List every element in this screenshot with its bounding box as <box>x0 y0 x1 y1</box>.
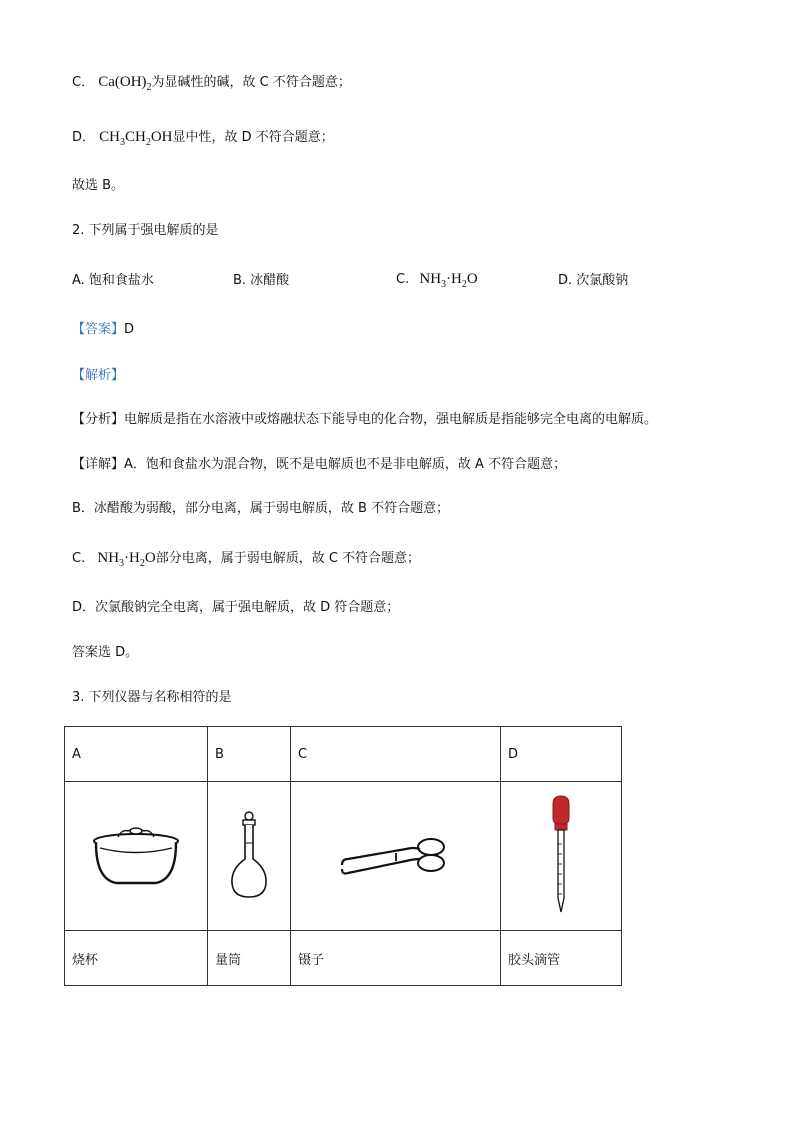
flask-cell <box>208 782 291 931</box>
q2-option-b: B. 冰醋酸 <box>233 273 290 288</box>
fenxi-label: 【分析】 <box>72 412 125 427</box>
xiangjie-label: 【详解】 <box>72 457 125 472</box>
calcium-hydroxide-formula: $Ca(OH)_2$ <box>98 74 152 93</box>
crucible-cell <box>65 782 208 931</box>
fenxi-text: 电解质是指在水溶液中或熔融状态下能导电的化合物，强电解质是指能够完全电离的电解质。 <box>124 412 658 427</box>
instrument-table <box>64 726 622 986</box>
q2-explanation-d: D．次氯酸钠完全电离，属于强电解质，故 D 符合题意； <box>72 600 400 615</box>
q2-explanation-c: C. $NH_3\cdot H_2O$部分电离，属于弱电解质，故 C 不符合题意； <box>72 550 421 569</box>
header-c: C <box>291 727 501 782</box>
name-b: 量筒 <box>208 931 291 986</box>
answer-value: D <box>124 322 135 337</box>
crucible-icon <box>86 821 186 891</box>
name-a: 烧杯 <box>65 931 208 986</box>
answer-label: 【答案】 <box>72 322 125 337</box>
q1-option-c-explanation: C． $Ca(OH)_2$为显碱性的碱，故 C 不符合题意； <box>72 74 351 93</box>
header-d: D <box>501 727 622 782</box>
q2-fenxi <box>72 410 657 430</box>
q2-option-c: C. $NH_3\cdot H_2O$ <box>396 271 478 290</box>
name-c: 镊子 <box>291 931 501 986</box>
q2-analysis-label: 【解析】 <box>72 368 125 383</box>
dropper-icon <box>541 794 581 919</box>
header-b: B <box>208 727 291 782</box>
name-d: 胶头滴管 <box>501 931 622 986</box>
crucible-tongs-icon <box>336 831 456 881</box>
header-a: A <box>65 727 208 782</box>
q1-conclusion: 故选 B。 <box>72 178 125 193</box>
volumetric-flask-icon <box>229 809 269 904</box>
ammonia-hydrate-formula-2: $NH_3\cdot H_2O$ <box>97 550 156 569</box>
q2-conclusion: 答案选 D。 <box>72 645 139 660</box>
q2-option-a: A. 饱和食盐水 <box>72 273 154 288</box>
q2-explanation-b: B．冰醋酸为弱酸，部分电离，属于弱电解质，故 B 不符合题意； <box>72 501 450 516</box>
q2-xiangjie-a: 【详解】A．饱和食盐水为混合物，既不是电解质也不是非电解质，故 A 不符合题意； <box>72 457 567 472</box>
ethanol-formula: $CH_3CH_2OH$ <box>99 129 173 148</box>
ammonia-hydrate-formula: $NH_3\cdot H_2O$ <box>419 271 478 290</box>
q2-stem: 2. 下列属于强电解质的是 <box>72 223 219 238</box>
q3-stem: 3. 下列仪器与名称相符的是 <box>72 690 232 705</box>
q2-answer <box>72 320 134 340</box>
dropper-cell <box>501 782 622 931</box>
tongs-cell <box>291 782 501 931</box>
q1-option-d-explanation: D． $CH_3CH_2OH$显中性，故 D 不符合题意； <box>72 129 334 148</box>
q2-option-d: D. 次氯酸钠 <box>558 273 629 288</box>
